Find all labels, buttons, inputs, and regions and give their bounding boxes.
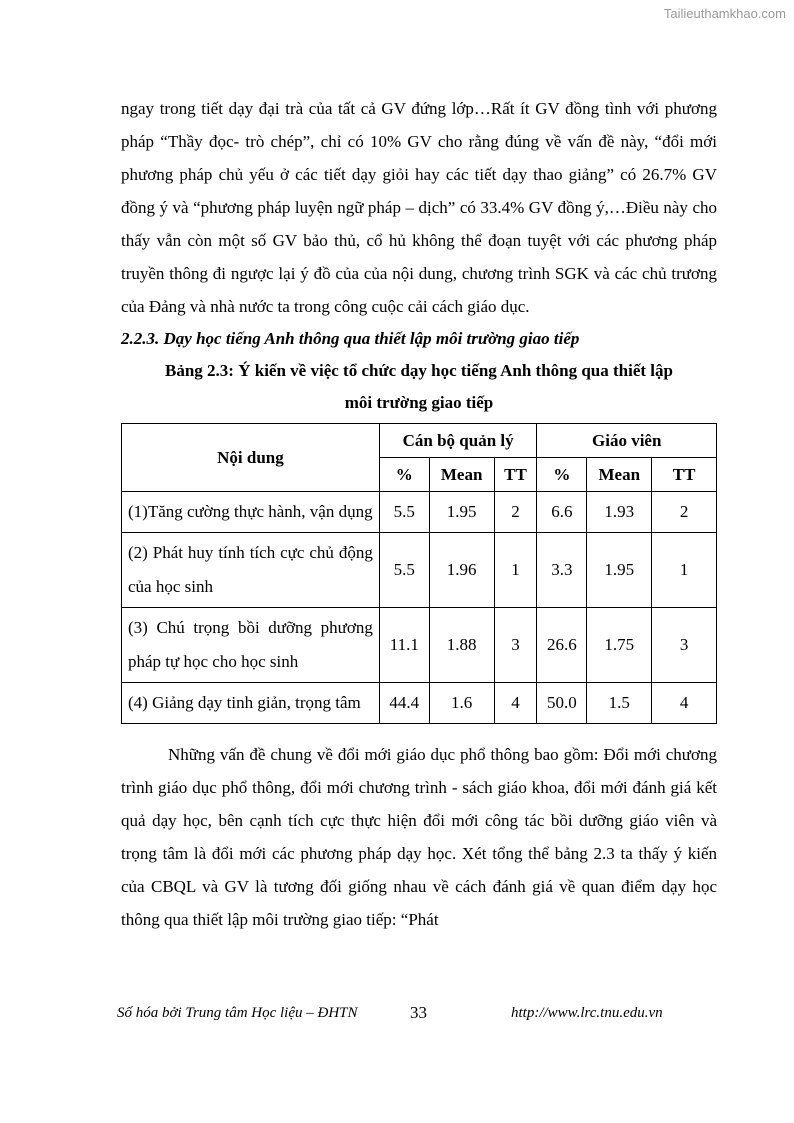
cell-value: 2	[652, 492, 717, 533]
table-row	[122, 608, 717, 683]
cell-value: 3	[494, 608, 537, 683]
closing-paragraph: Những vấn đề chung về đổi mới giáo dục phổ thông bao gồm: Đổi mới chương trình giáo dục phổ thông, đổi mới chương trình - sách giáo khoa, đổi mới đánh giá kết quả dạy học, bên cạnh tích cực thực hiện đổi mới công tác bồi dưỡng giáo viên và trọng tâm là đổi mới các phương pháp dạy học. Xét tổng thể bảng 2.3 ta thấy ý kiến của CBQL và GV là tương đối giống nhau về cách đánh giá về quan điểm dạy học thông qua thiết lập môi trường giao tiếp: “Phát	[121, 745, 717, 929]
table-row	[122, 492, 717, 533]
cell-value: 50.0	[537, 683, 587, 724]
cell-value: 26.6	[537, 608, 587, 683]
opinion-table	[121, 423, 717, 724]
cell-value: 3.3	[537, 533, 587, 608]
cell-value: 2	[494, 492, 537, 533]
subheader: Mean	[587, 458, 652, 492]
cell-value: 4	[494, 683, 537, 724]
cell-value: 1	[494, 533, 537, 608]
row-content: (1)Tăng cường thực hành, vận dụng	[122, 492, 380, 533]
cell-value: 1.6	[429, 683, 494, 724]
cell-value: 6.6	[537, 492, 587, 533]
table-caption-line1: Bảng 2.3: Ý kiến về việc tổ chức dạy học tiếng Anh thông qua thiết lập	[165, 361, 673, 380]
cell-value: 1.5	[587, 683, 652, 724]
cell-value: 1.95	[429, 492, 494, 533]
table-caption-line2: môi trường giao tiếp	[344, 393, 494, 412]
header-group-managers: Cán bộ quản lý	[379, 424, 537, 458]
intro-paragraph: ngay trong tiết dạy đại trà của tất cả GV đứng lớp…Rất ít GV đồng tình với phương pháp “Thầy đọc- trò chép”, chỉ có 10% GV cho rằng đúng về vấn đề này, “đổi mới phương pháp chủ yếu ở các tiết dạy giỏi hay các tiết dạy thao giảng” có 26.7% GV đồng ý và “phương pháp luyện ngữ pháp – dịch” có 33.4% GV đồng ý,…Điều này cho thấy vẫn còn một số GV bảo thủ, cổ hủ không thể đoạn tuyệt với các phương pháp truyền thông đi ngược lại ý đồ của của nội dung, chương trình SGK và các chủ trương của Đảng và nhà nước ta trong công cuộc cải cách giáo dục.	[121, 99, 717, 316]
cell-value: 1.95	[587, 533, 652, 608]
watermark: Tailieuthamkhao.com	[663, 6, 786, 21]
page-number: 33	[410, 1003, 427, 1022]
cell-value: 4	[652, 683, 717, 724]
cell-value: 1	[652, 533, 717, 608]
cell-value: 5.5	[379, 533, 429, 608]
subheader: %	[537, 458, 587, 492]
row-content: (3) Chú trọng bồi dưỡng phương pháp tự học cho học sinh	[122, 608, 380, 683]
cell-value: 3	[652, 608, 717, 683]
cell-value: 1.88	[429, 608, 494, 683]
header-content: Nội dung	[122, 424, 380, 492]
page-footer	[117, 1003, 717, 1027]
cell-value: 11.1	[379, 608, 429, 683]
cell-value: 1.75	[587, 608, 652, 683]
row-content: (4) Giảng dạy tinh giản, trọng tâm	[122, 683, 380, 724]
footer-url: http://www.lrc.tnu.edu.vn	[511, 1005, 663, 1021]
footer-source: Số hóa bởi Trung tâm Học liệu – ĐHTN	[117, 1005, 358, 1021]
cell-value: 44.4	[379, 683, 429, 724]
page-content	[121, 92, 717, 936]
cell-value: 5.5	[379, 492, 429, 533]
subheader: TT	[652, 458, 717, 492]
subheader: Mean	[429, 458, 494, 492]
subheader: TT	[494, 458, 537, 492]
cell-value: 1.96	[429, 533, 494, 608]
table-row	[122, 683, 717, 724]
section-heading: 2.2.3. Dạy học tiếng Anh thông qua thiết lập môi trường giao tiếp	[121, 329, 580, 348]
cell-value: 1.93	[587, 492, 652, 533]
header-group-teachers: Giáo viên	[537, 424, 717, 458]
row-content: (2) Phát huy tính tích cực chủ động của học sinh	[122, 533, 380, 608]
table-row	[122, 533, 717, 608]
subheader: %	[379, 458, 429, 492]
